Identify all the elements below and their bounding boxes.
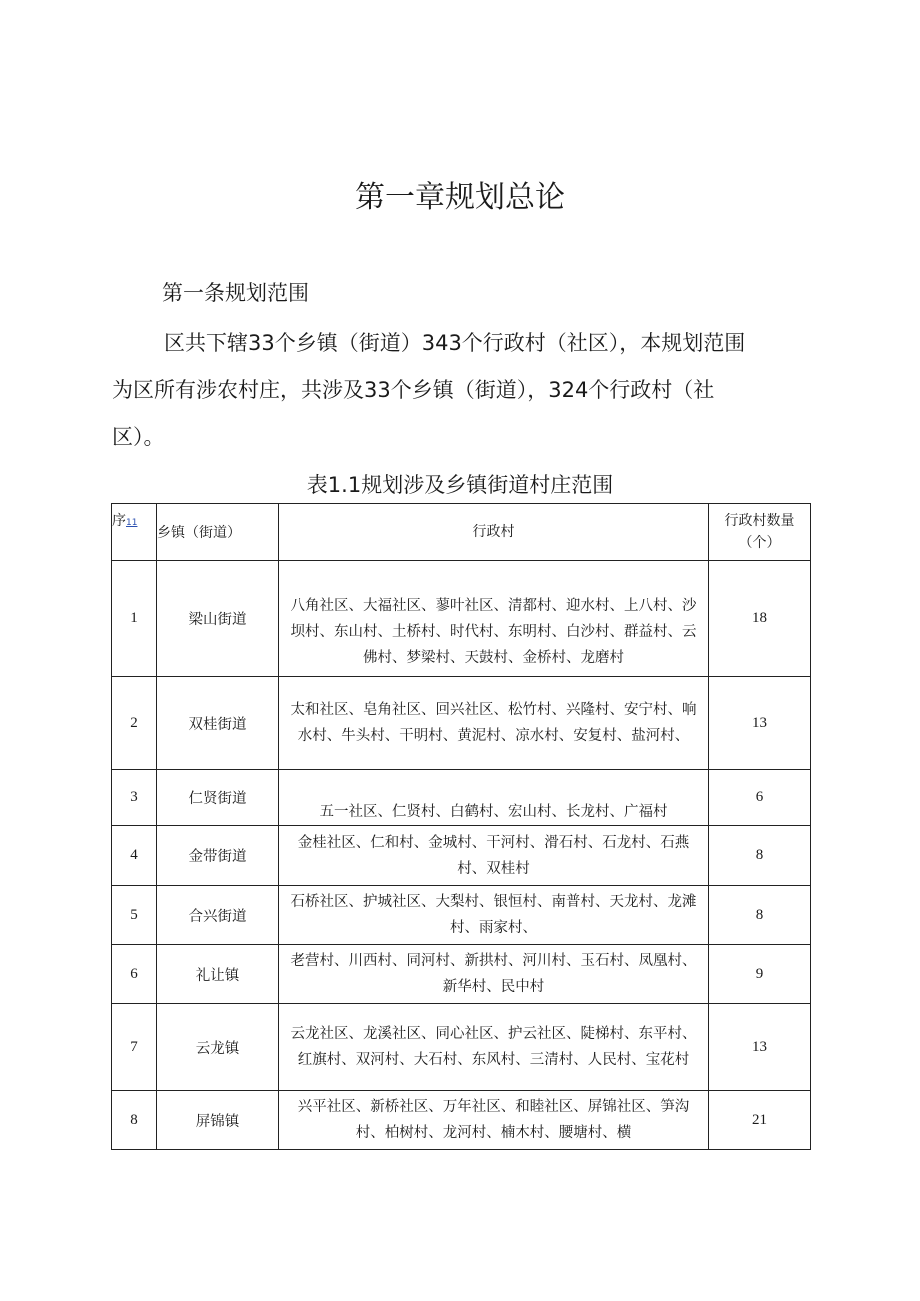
row-villages: 太和社区、皂角社区、回兴社区、松竹村、兴隆村、安宁村、响水村、牛头村、干明村、黄泥村、凉水村、安复村、盐河村、	[279, 677, 709, 770]
row-no: 2	[112, 677, 157, 770]
row-villages: 云龙社区、龙溪社区、同心社区、护云社区、陡梯村、东平村、红旗村、双河村、大石村、东风村、三清村、人民村、宝花村	[279, 1004, 709, 1091]
table-row	[112, 1091, 811, 1150]
table-row	[112, 1004, 811, 1091]
row-count: 8	[709, 886, 811, 945]
row-count: 21	[709, 1091, 811, 1150]
row-town: 合兴街道	[157, 886, 279, 945]
row-count: 13	[709, 677, 811, 770]
row-no: 6	[112, 945, 157, 1004]
row-no: 5	[112, 886, 157, 945]
row-count: 8	[709, 826, 811, 886]
row-count: 13	[709, 1004, 811, 1091]
table-row	[112, 770, 811, 826]
row-town: 云龙镇	[157, 1004, 279, 1091]
row-villages: 金桂社区、仁和村、金城村、干河村、滑石村、石龙村、石燕村、双桂村	[279, 826, 709, 886]
row-no: 4	[112, 826, 157, 886]
header-no-footnote[interactable]: 11	[126, 518, 138, 528]
row-town: 金带街道	[157, 826, 279, 886]
row-town: 梁山街道	[157, 561, 279, 677]
row-no: 3	[112, 770, 157, 826]
row-town: 礼让镇	[157, 945, 279, 1004]
row-town: 双桂街道	[157, 677, 279, 770]
table-row	[112, 561, 811, 677]
row-villages: 石桥社区、护城社区、大梨村、银恒村、南普村、天龙村、龙滩村、雨家村、	[279, 886, 709, 945]
table-row	[112, 945, 811, 1004]
table-row	[112, 677, 811, 770]
paragraph-line: 区）。	[112, 425, 165, 449]
header-villages: 行政村	[279, 504, 709, 561]
row-no: 1	[112, 561, 157, 677]
row-villages: 老营村、川西村、同河村、新拱村、河川村、玉石村、凤凰村、新华村、民中村	[279, 945, 709, 1004]
scope-paragraph	[112, 320, 812, 461]
row-villages: 五一社区、仁贤村、白鹤村、宏山村、长龙村、广福村	[279, 770, 709, 826]
row-town: 屏锦镇	[157, 1091, 279, 1150]
row-no: 8	[112, 1091, 157, 1150]
section-title: 第一条规划范围	[162, 281, 309, 305]
table-row	[112, 826, 811, 886]
row-count: 18	[709, 561, 811, 677]
row-town: 仁贤街道	[157, 770, 279, 826]
header-town: 乡镇（街道）	[157, 504, 279, 561]
table-header-row	[112, 504, 811, 561]
header-count	[709, 504, 811, 561]
table-caption: 表1.1规划涉及乡镇街道村庄范围	[306, 473, 614, 497]
header-no-label: 序	[112, 513, 126, 529]
table-row	[112, 886, 811, 945]
chapter-title: 第一章规划总论	[355, 180, 565, 215]
paragraph-line: 为区所有涉农村庄，共涉及33个乡镇（街道），324个行政村（社	[112, 378, 715, 402]
row-no: 7	[112, 1004, 157, 1091]
header-count-line2: （个）	[738, 535, 781, 551]
village-scope-table	[111, 503, 811, 1150]
header-count-line1: 行政村数量	[724, 513, 795, 529]
row-count: 9	[709, 945, 811, 1004]
row-villages: 八角社区、大福社区、蓼叶社区、清都村、迎水村、上八村、沙坝村、东山村、土桥村、时代村、东明村、白沙村、群益村、云佛村、梦梁村、天鼓村、金桥村、龙磨村	[279, 561, 709, 677]
row-count: 6	[709, 770, 811, 826]
paragraph-line: 区共下辖33个乡镇（街道）343个行政村（社区），本规划范围	[164, 331, 746, 355]
row-villages: 兴平社区、新桥社区、万年社区、和睦社区、屏锦社区、笋沟村、柏树村、龙河村、楠木村、腰塘村、横	[279, 1091, 709, 1150]
header-no	[112, 504, 157, 561]
